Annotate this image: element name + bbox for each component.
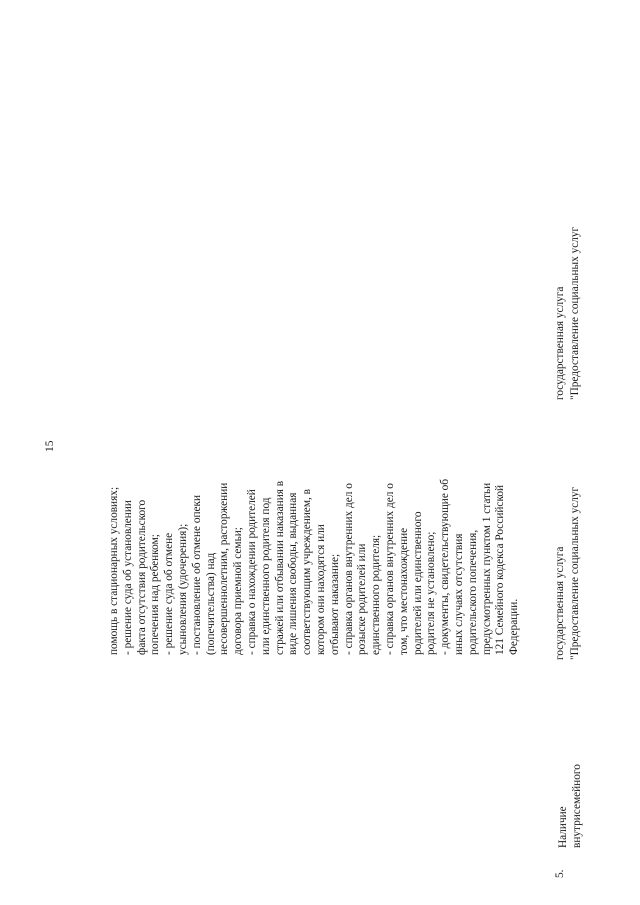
next-criteria-line: внутрисемейного bbox=[571, 764, 583, 848]
top-text-line: - решение суда об отмене bbox=[163, 532, 176, 655]
top-text-line: - справка органов внутренних дел о bbox=[342, 483, 355, 655]
top-text-line: предусмотренных пунктом 1 статьи bbox=[480, 482, 493, 655]
top-text-line: (попечительства) над bbox=[204, 552, 217, 655]
top-text-line: - справка органов внутренних дел о bbox=[384, 483, 396, 655]
top-text-line: родителя не установлено; bbox=[425, 531, 438, 655]
top-text-line: - решение суда об установлении bbox=[121, 500, 134, 655]
next-service-line: государственная услуга bbox=[554, 546, 566, 660]
page-number: 15 bbox=[44, 440, 56, 452]
top-text-line: соответствующим учреждением, в bbox=[301, 489, 314, 655]
top-text-line: - постановление об отмене опеки bbox=[190, 494, 203, 655]
top-text-line: виде лишения свободы, выданная bbox=[287, 492, 300, 655]
top-text-line: том, что местонахождение bbox=[397, 527, 410, 655]
top-text-line: усыновления (удочерения); bbox=[177, 523, 189, 655]
top-text-line: договора приемной семьи; bbox=[232, 527, 245, 655]
top-text-line: факта отсутствия родительского bbox=[135, 499, 148, 655]
top-text-line: иных случаях отсутствия bbox=[453, 533, 465, 655]
top-text-line: или единственного родителя под bbox=[259, 497, 272, 655]
top-text-line: отбывают наказание; bbox=[328, 553, 341, 655]
top-text-line: родительского попечения, bbox=[466, 529, 479, 655]
row-number-text: 5. bbox=[554, 869, 566, 878]
next-criteria-line: Наличие bbox=[557, 806, 569, 848]
top-text-line: помощь в стационарных условиях; bbox=[108, 486, 120, 655]
next-service-line: "Предоставление социальных услуг bbox=[568, 486, 581, 660]
top-text-line: 121 Семейного кодекса Российской bbox=[494, 484, 507, 655]
top-text-line: розыске родителей или bbox=[356, 543, 369, 655]
top-text-line: родителей или единственного bbox=[411, 511, 424, 655]
top-text-line: - документы, свидетельствующие об bbox=[439, 478, 452, 655]
top-text-line: единственного родителя; bbox=[370, 534, 383, 655]
top-text-line: - справка о нахождении родителей bbox=[246, 489, 258, 655]
top-text-line: Федерации. bbox=[508, 598, 521, 655]
top-service-line: государственная услуга bbox=[554, 286, 566, 400]
top-text-line: несовершеннолетним, расторжении bbox=[218, 482, 231, 655]
top-service-line: "Предоставление социальных услуг bbox=[568, 226, 581, 400]
top-text-line: котором они находятся или bbox=[315, 524, 327, 655]
top-text-line: стражей или отбывании наказания в bbox=[273, 480, 286, 655]
top-text-line: попечения над ребенком; bbox=[149, 534, 162, 655]
